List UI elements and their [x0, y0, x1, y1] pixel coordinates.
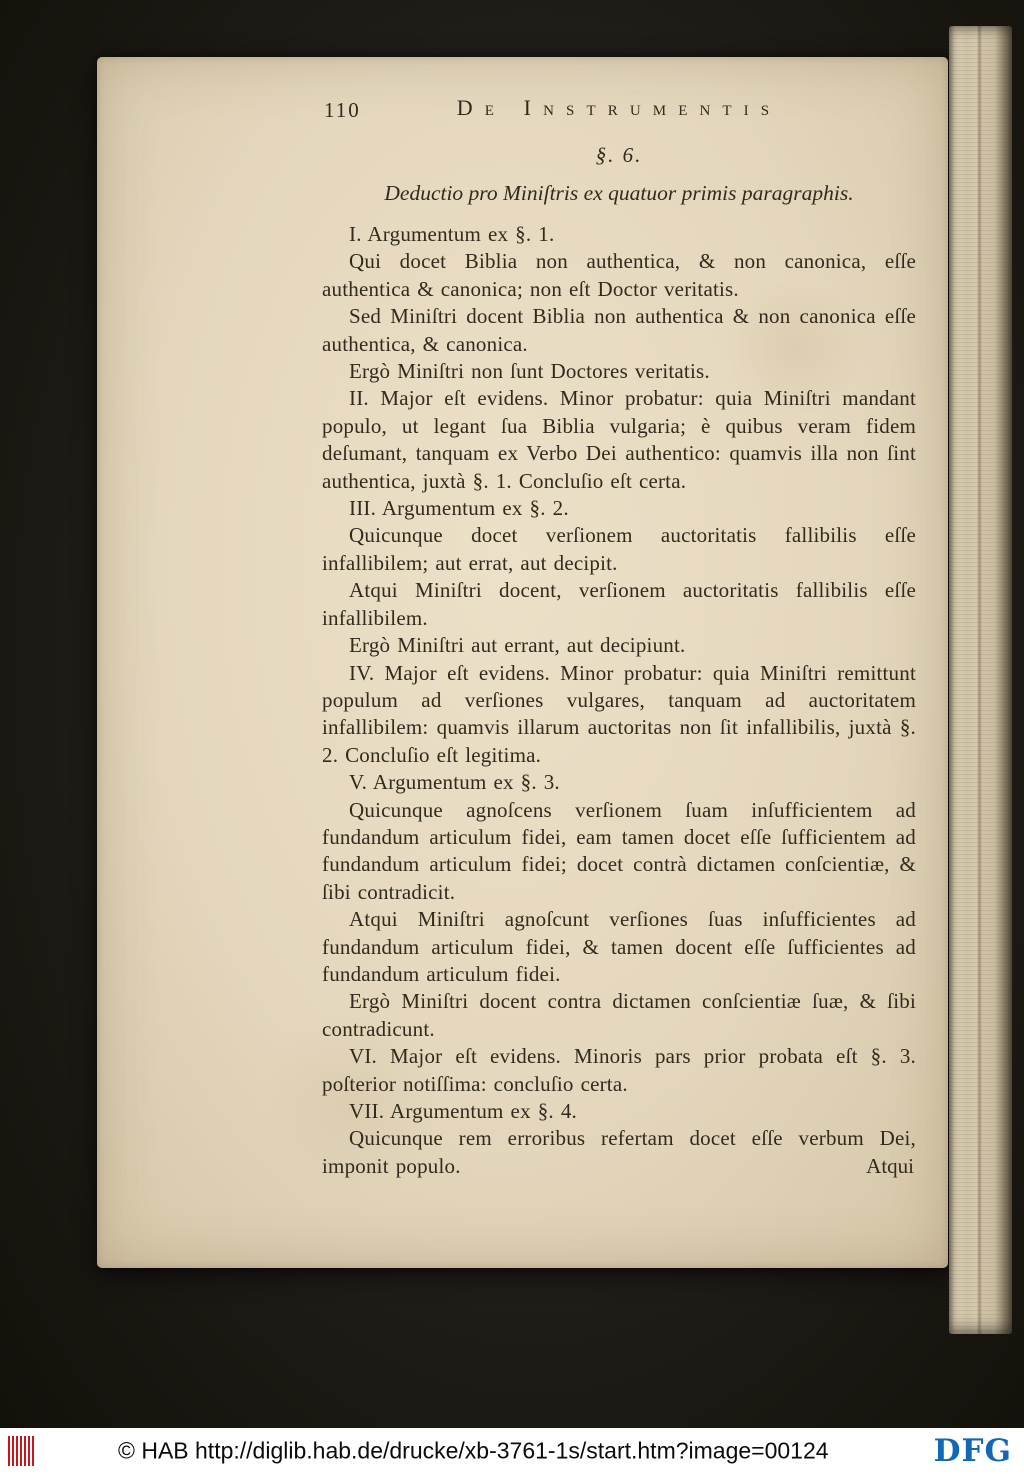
paragraph: Ergò Miniſtri docent contra dictamen conſcientiæ ſuæ, & ſibi contradicunt.: [322, 989, 916, 1041]
book-fore-edge: [949, 26, 1012, 1334]
paragraph: IV. Major eſt evidens. Minor probatur: quia Miniſtri remittunt populum ad verſiones vulgares, tanquam ad auctoritatem infallibilem: quamvis illarum auctoritas non ſit infallibilis, juxtà §. 2. Concluſio eſt legitima.: [322, 660, 916, 767]
color-calibration-mark: [8, 1436, 36, 1466]
paragraph: I. Argumentum ex §. 1.: [349, 222, 555, 246]
dfg-logo: DFG: [933, 1433, 1012, 1469]
paragraph: Ergò Miniſtri aut errant, aut decipiunt.: [349, 633, 686, 658]
paragraph: II. Major eſt evidens. Minor probatur: quia Miniſtri mandant populo, ut legant ſua Biblia vulgaria; è quibus veram fidem deſumant, tanquam ex Verbo Dei authentico: quamvis illa non ſint authentica, juxtà §. 1. Concluſio eſt certa.: [322, 386, 916, 493]
paragraph: Ergò Miniſtri non ſunt Doctores veritatis.: [349, 359, 710, 384]
paragraph: V. Argumentum ex §. 3.: [349, 770, 560, 795]
paragraph: Qui docet Biblia non authentica, & non canonica, eſſe authentica & canonica; non eſt Doctor veritatis.: [322, 249, 916, 301]
paragraph: Quicunque rem erroribus refertam docet eſſe verbum Dei, imponit populo.: [322, 1126, 916, 1178]
library-footer: [0, 1428, 1024, 1474]
page-number: 110: [324, 98, 361, 122]
paragraph: Atqui Miniſtri agnoſcunt verſiones ſuas inſufficientes ad fundandum articulum fidei, & tamen docent eſſe ſufficientes ad fundandum articulum fidei.: [322, 907, 916, 986]
source-url: © HAB http://diglib.hab.de/drucke/xb-3761-1s/start.htm?image=00124: [118, 1437, 829, 1464]
running-title: De Instrumentis: [456, 95, 782, 120]
paragraph: Sed Miniſtri docent Biblia non authentica & non canonica eſſe authentica, & canonica.: [322, 304, 916, 356]
text-column: [322, 95, 916, 1180]
body-text: [322, 221, 916, 1180]
section-mark: §. 6.: [595, 143, 643, 167]
catchword: Atqui: [866, 1153, 914, 1178]
paragraph: VII. Argumentum ex §. 4.: [349, 1099, 577, 1123]
paragraph: Atqui Miniſtri docent, verſionem auctoritatis fallibilis eſſe infallibilem.: [322, 578, 916, 630]
paragraph: III. Argumentum ex §. 2.: [349, 496, 569, 521]
paragraph: Quicunque agnoſcens verſionem ſuam inſufficientem ad fundandum articulum fidei, eam tamen docet eſſe ſufficientem ad fundandum articulum fidei; docet contrà dictamen conſcientiæ, & ſibi contradicit.: [322, 797, 916, 904]
page-header: [322, 95, 916, 123]
scanned-page: [97, 57, 948, 1268]
paragraph: Quicunque docet verſionem auctoritatis fallibilis eſſe infallibilem; aut errat, aut decipit.: [322, 523, 916, 575]
chapter-title: Deductio pro Miniſtris ex quatuor primis paragraphis.: [384, 181, 854, 205]
paragraph: VI. Major eſt evidens. Minoris pars prior probata eſt §. 3. poſterior notiſſima: concluſio certa.: [322, 1044, 916, 1096]
